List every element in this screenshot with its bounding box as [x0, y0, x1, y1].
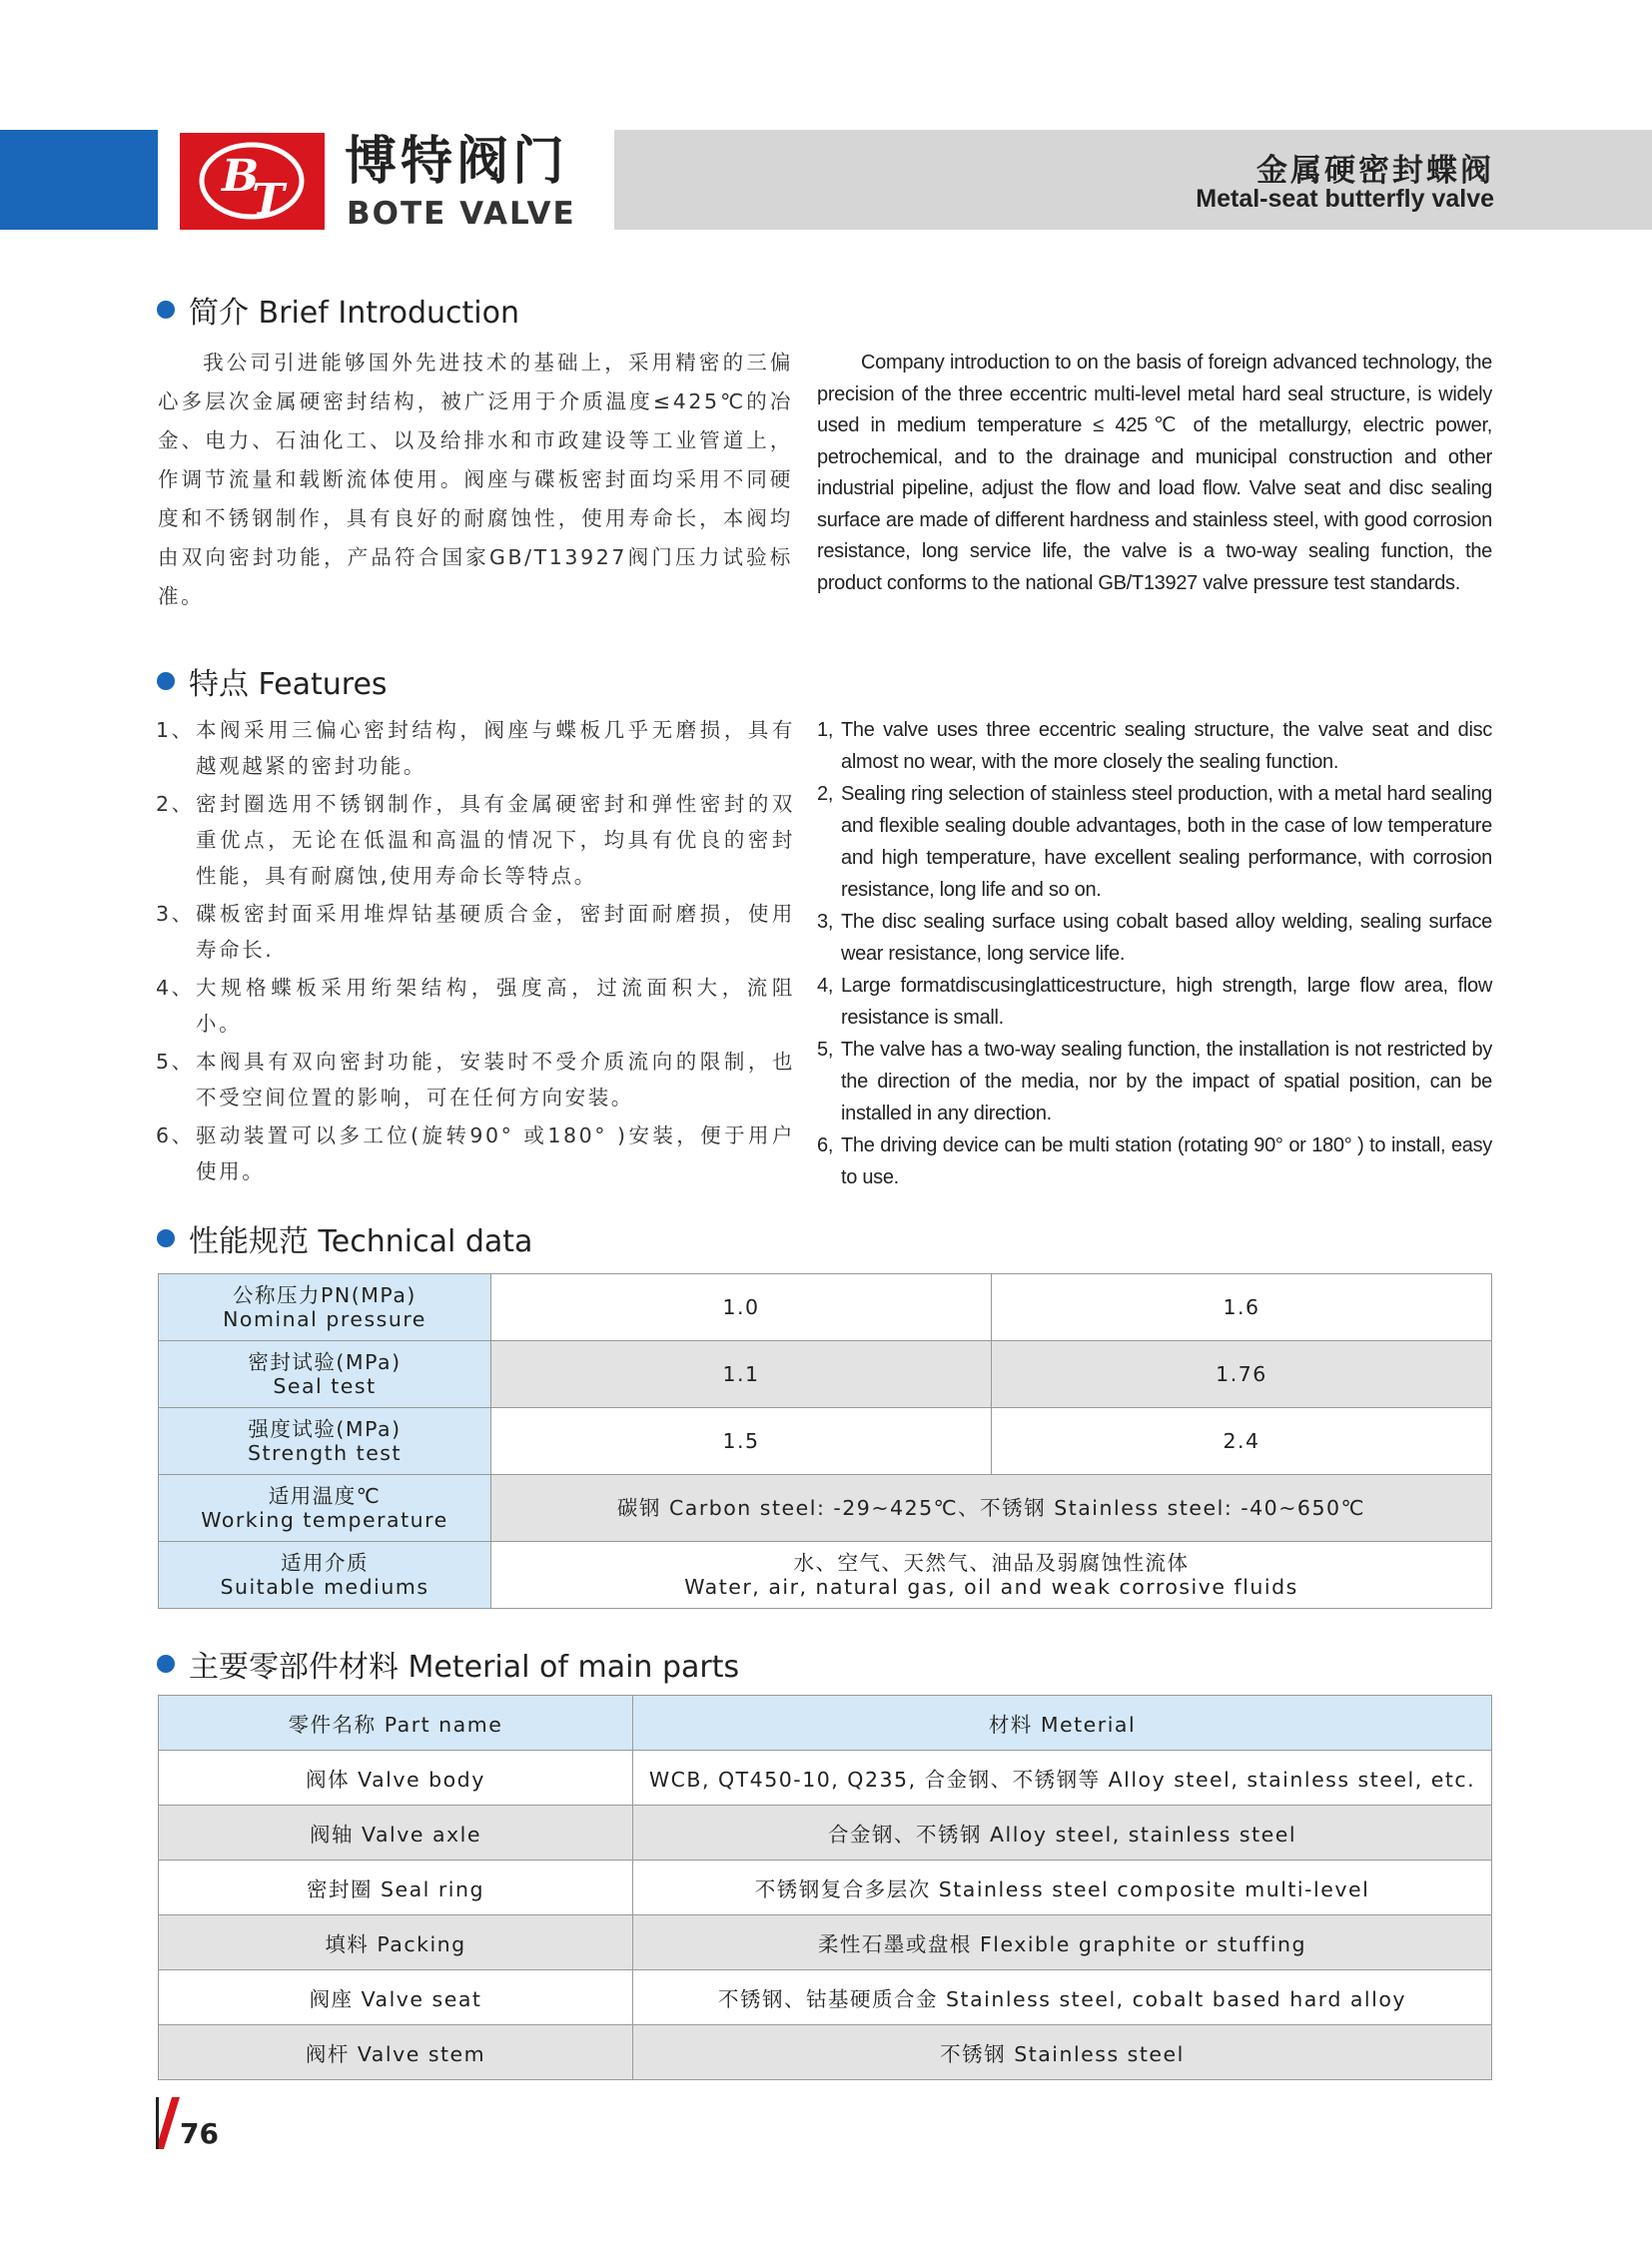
- table-row: [159, 1751, 1492, 1806]
- intro-text-cn: 我公司引进能够国外先进技术的基础上，采用精密的三偏心多层次金属硬密封结构，被广泛用于介质温度≤425℃的冶金、电力、石油化工、以及给排水和市政建设等工业管道上，作调节流量和载断流体使用。阀座与碟板密封面均采用不同硬度和不锈钢制作，具有良好的耐腐蚀性，使用寿命长，本阀均由双向密封功能，产品符合国家GB/T13927阀门压力试验标准。: [158, 351, 793, 608]
- list-item: 2, Sealing ring selection of stainless steel production, with a metal hard sealing and flexible sealing double advantages, both in the case of low temperature and high temperature, have excellent sealing performance, with corrosion resistance, long life and so on.: [817, 783, 1492, 901]
- table-cell: 1.6: [992, 1274, 1492, 1341]
- slash-mark-icon: [156, 2097, 180, 2149]
- table-cell: 密封圈 Seal ring: [159, 1861, 633, 1915]
- bullet-dot-icon: [157, 301, 175, 319]
- list-item: 5, The valve has a two-way sealing function, the installation is not restricted by the direction of the media, nor by the impact of spatial position, can be installed in any direction.: [817, 1039, 1492, 1124]
- bote-logo: [180, 133, 325, 230]
- table-cell: 不锈钢、钴基硬质合金 Stainless steel, cobalt based hard alloy: [633, 1970, 1492, 2025]
- brand-name-en: BOTE VALVE: [347, 196, 576, 232]
- list-item: 3、 碟板密封面采用堆焊钴基硬质合金，密封面耐磨损，使用寿命长.: [156, 902, 795, 962]
- list-item: 5、 本阀具有双向密封功能，安装时不受介质流向的限制，也不受空间位置的影响，可在任何方向安装。: [156, 1050, 795, 1110]
- table-row: [159, 1341, 1492, 1408]
- product-title-cn: 金属硬密封蝶阀: [1256, 153, 1494, 189]
- list-item: 4、 大规格蝶板采用绗架结构，强度高，过流面积大，流阻小。: [156, 976, 795, 1036]
- table-row: [159, 1542, 1492, 1609]
- table-header-cell: 零件名称 Part name: [159, 1696, 633, 1751]
- table-row: [159, 1408, 1492, 1475]
- list-item: 6, The driving device can be multi station (rotating 90° or 180° ) to install, easy to use.: [817, 1134, 1492, 1188]
- bullet-dot-icon: [157, 1655, 175, 1673]
- table-cell: 不锈钢复合多层次 Stainless steel composite multi-level: [633, 1861, 1492, 1915]
- list-item: 1、 本阀采用三偏心密封结构，阀座与蝶板几乎无磨损，具有越观越紧的密封功能。: [156, 718, 795, 778]
- table-header-cell: 材料 Meterial: [633, 1696, 1492, 1751]
- svg-text:B: B: [222, 151, 260, 202]
- table-row: [159, 1806, 1492, 1861]
- table-row: [159, 1970, 1492, 2025]
- list-item: 1, The valve uses three eccentric sealing structure, the valve seat and disc almost no wear, with the more closely the sealing function.: [817, 719, 1492, 773]
- table-cell-label: 公称压力PN(MPa) Nominal pressure: [159, 1274, 491, 1341]
- table-cell: 碳钢 Carbon steel: -29~425℃、不锈钢 Stainless steel: -40~650℃: [491, 1475, 1492, 1542]
- list-item: 2、 密封圈选用不锈钢制作，具有金属硬密封和弹性密封的双重优点，无论在低温和高温的情况下，均具有优良的密封性能，具有耐腐蚀,使用寿命长等特点。: [156, 792, 795, 888]
- table-row: [159, 2025, 1492, 2080]
- table-cell: WCB, QT450-10, Q235, 合金钢、不锈钢等 Alloy steel, stainless steel, etc.: [633, 1751, 1492, 1806]
- table-cell: 柔性石墨或盘根 Flexible graphite or stuffing: [633, 1915, 1492, 1970]
- table-row: [159, 1274, 1492, 1341]
- product-title-en: Metal-seat butterfly valve: [1196, 185, 1494, 213]
- table-cell: 合金钢、不锈钢 Alloy steel, stainless steel: [633, 1806, 1492, 1861]
- table-cell: 不锈钢 Stainless steel: [633, 2025, 1492, 2080]
- table-cell: 阀座 Valve seat: [159, 1970, 633, 2025]
- table-row: [159, 1861, 1492, 1915]
- table-cell: 1.1: [491, 1341, 992, 1408]
- section-title-parts: 主要零部件材料 Meterial of main parts: [157, 1648, 739, 1688]
- svg-text:T: T: [252, 175, 285, 226]
- table-cell: 水、空气、天然气、油品及弱腐蚀性流体 Water, air, natural gas, oil and weak corrosive fluids: [491, 1542, 1492, 1609]
- brand-name-cn: 博特阀门: [345, 132, 569, 192]
- bullet-dot-icon: [157, 1229, 175, 1247]
- section-title-tech: 性能规范 Technical data: [157, 1222, 532, 1262]
- features-list-cn: [156, 712, 795, 1191]
- main-parts-table: [158, 1695, 1492, 2080]
- list-item: 6、 驱动装置可以多工位(旋转90° 或180° )安装，便于用户使用。: [156, 1123, 795, 1183]
- table-cell: 阀体 Valve body: [159, 1751, 633, 1806]
- table-cell: 阀杆 Valve stem: [159, 2025, 633, 2080]
- features-list-en: [817, 714, 1492, 1193]
- table-row: [159, 1475, 1492, 1542]
- table-cell: 1.0: [491, 1274, 992, 1341]
- table-cell: 填料 Packing: [159, 1915, 633, 1970]
- header-grey-bar: [614, 130, 1652, 230]
- table-cell-label: 适用介质 Suitable mediums: [159, 1542, 491, 1609]
- table-cell-label: 适用温度℃ Working temperature: [159, 1475, 491, 1542]
- table-cell-label: 密封试验(MPa) Seal test: [159, 1341, 491, 1408]
- list-item: 3, The disc sealing surface using cobalt based alloy welding, sealing surface wear resistance, long service life.: [817, 911, 1492, 965]
- technical-data-table: [158, 1273, 1492, 1609]
- table-cell: 阀轴 Valve axle: [159, 1806, 633, 1861]
- logo-bt-icon: [180, 133, 325, 230]
- intro-text-en: Company introduction to on the basis of foreign advanced technology, the precision of the three eccentric multi-level metal hard seal structure, is widely used in medium temperature ≤ 425℃ of the metallurgy, electric power, petrochemical, and to the drainage and municipal construction and other industrial pipeline, adjust the flow and load flow. Valve seat and disc sealing surface are made of different hardness and stainless steel, with good corrosion resistance, long service life, the valve is a two-way sealing function, the product conforms to the national GB/T13927 valve pressure test standards.: [817, 352, 1492, 594]
- table-row: [159, 1915, 1492, 1970]
- table-cell: 2.4: [992, 1408, 1492, 1475]
- table-cell: 1.5: [491, 1408, 992, 1475]
- table-header-row: [159, 1696, 1492, 1751]
- bullet-dot-icon: [157, 672, 175, 690]
- list-item: 4, Large formatdiscusinglatticestructure, high strength, large flow area, flow resistance is small.: [817, 975, 1492, 1029]
- section-title-features: 特点 Features: [157, 665, 388, 705]
- table-cell-label: 强度试验(MPa) Strength test: [159, 1408, 491, 1475]
- table-cell: 1.76: [992, 1341, 1492, 1408]
- header-blue-bar: [0, 130, 158, 230]
- section-title-intro: 简介 Brief Introduction: [157, 294, 519, 334]
